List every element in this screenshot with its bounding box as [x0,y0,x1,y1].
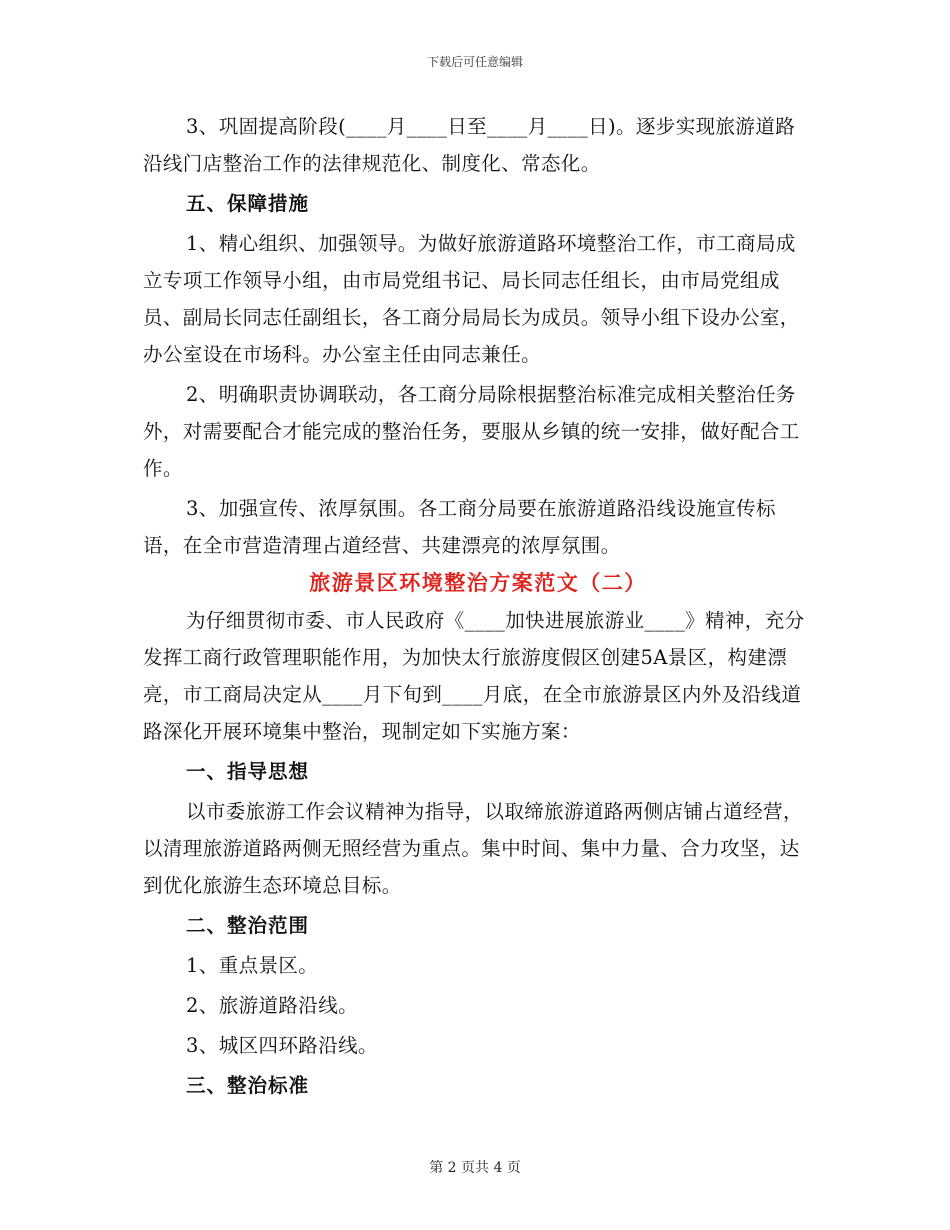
list-item-scope-1: 1、重点景区。 [186,954,319,977]
page-footer: 第 2 页共 4 页 [429,1160,521,1176]
paragraph-measure-3: 3、加强宣传、浓厚氛围。各工商分局要在旅游道路沿线设施宣传标语，在全市营造清理占道经营、共建漂亮的浓厚氛围。 [143,497,776,557]
heading-standards: 三、整治标准 [186,1074,310,1097]
page-header: 下载后可任意编辑 [426,55,523,69]
heading-scope: 二、整治范围 [186,914,310,937]
paragraph-measure-1: 1、精心组织、加强领导。为做好旅游道路环境整治工作，市工商局成立专项工作领导小组，由市局党组书记、局长同志任组长，由市局党组成员、副局长同志任副组长，各工商分局局长为成员。领导小组下设办公室，办公室设在市场科。办公室主任由同志兼任。 [143,232,800,366]
document-body [143,108,813,1104]
paragraph-measure-2: 2、明确职责协调联动，各工商分局除根据整治标准完成相关整治任务外，对需要配合才能完成的整治任务，要服从乡镇的统一安排，做好配合工作。 [143,383,800,480]
paragraph-intro: 为仔细贯彻市委、市人民政府《____加快进展旅游业____》精神，充分发挥工商行政管理职能作用，为加快太行旅游度假区创建5A景区，构建漂亮，市工商局决定从____月下旬到____月底，在全市旅游景区内外及沿线道路深化开展环境集中整治，现制定如下实施方案： [143,609,805,743]
heading-safeguard-measures: 五、保障措施 [186,192,310,215]
paragraph-guiding-ideology: 以市委旅游工作会议精神为指导，以取缔旅游道路两侧店铺占道经营，以清理旅游道路两侧无照经营为重点。集中时间、集中力量、合力攻坚，达到优化旅游生态环境总目标。 [143,800,803,897]
heading-guiding-ideology: 一、指导思想 [186,760,310,783]
section-title: 旅游景区环境整治方案范文（二） [309,571,647,595]
list-item-scope-3: 3、城区四环路沿线。 [186,1034,378,1057]
paragraph-phase-3: 3、巩固提高阶段(____月____日至____月____日)。逐步实现旅游道路沿线门店整治工作的法律规范化、制度化、常态化。 [143,115,796,175]
list-item-scope-2: 2、旅游道路沿线。 [186,994,359,1017]
